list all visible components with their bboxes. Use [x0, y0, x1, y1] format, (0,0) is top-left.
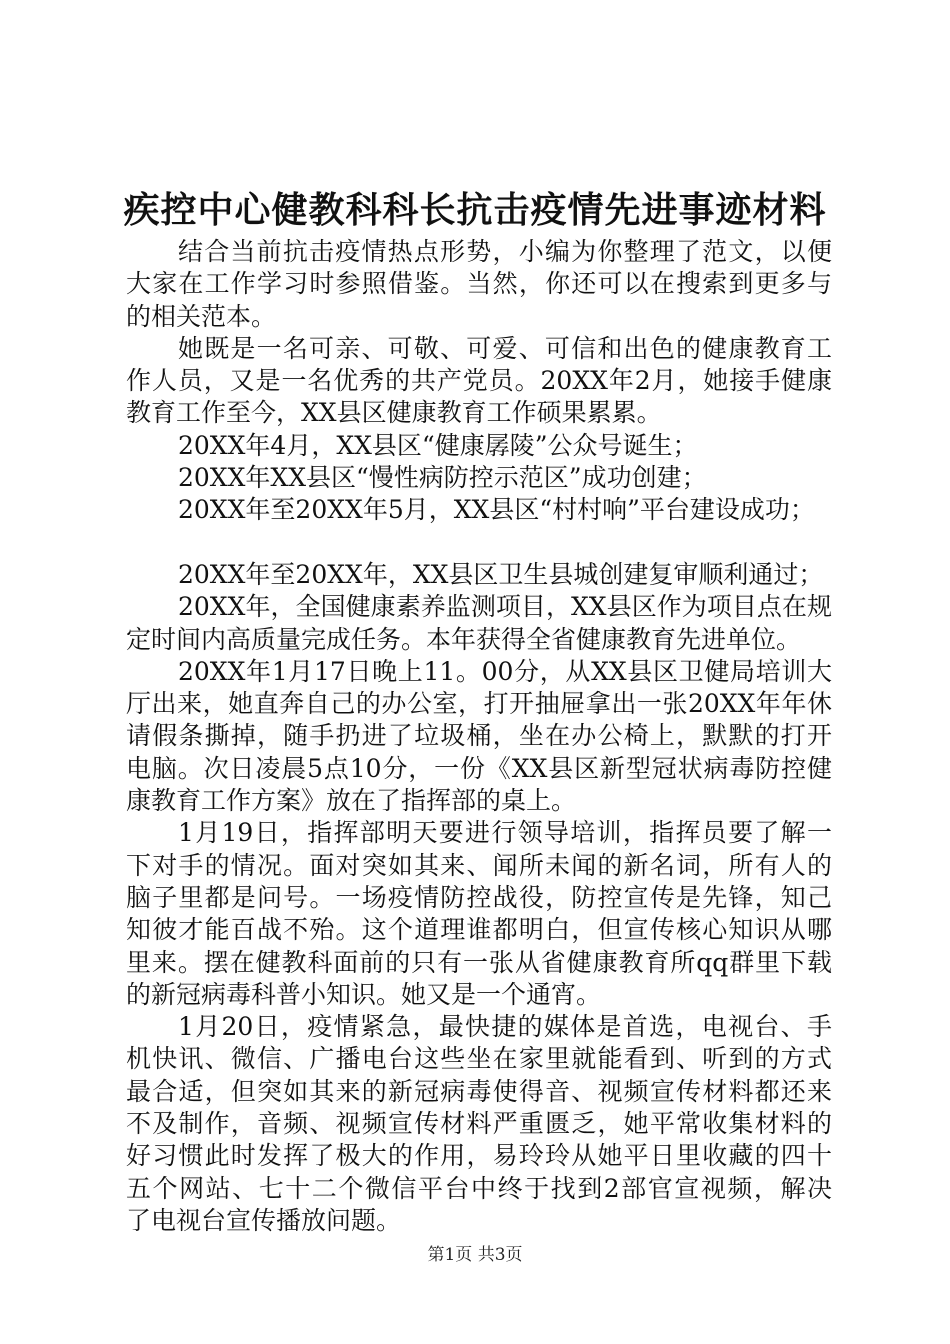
paragraph-line: 机快讯、微信、广播电台这些坐在家里就能看到、听到的方式 [126, 1044, 832, 1074]
paragraph-line: 的新冠病毒科普小知识。她又是一个通宵。 [126, 979, 602, 1009]
list-item: 20XX年4月，XX县区“健康孱陵”公众号诞生； [178, 430, 698, 460]
paragraph-line: 知彼才能百战不殆。这个道理谁都明白，但宣传核心知识从哪 [126, 915, 832, 945]
paragraph-line: 作人员，又是一名优秀的共产党员。20XX年2月，她接手健康 [126, 366, 832, 396]
paragraph-line: 康教育工作方案》放在了指挥部的桌上。 [126, 786, 577, 816]
document-body [126, 236, 832, 1237]
document-title: 疾控中心健教科科长抗击疫情先进事迹材料 [123, 189, 827, 231]
paragraph-line: 20XX年1月17日晚上11。00分，从XX县区卫健局培训大 [178, 656, 832, 686]
paragraph-line: 大家在工作学习时参照借鉴。当然，你还可以在搜索到更多与 [126, 269, 832, 299]
paragraph-line: 请假条撕掉，随手扔进了垃圾桶，坐在办公椅上，默默的打开 [126, 721, 832, 751]
blank-line [126, 527, 832, 559]
paragraph-line: 不及制作，音频、视频宣传材料严重匮乏，她平常收集材料的 [126, 1109, 832, 1139]
page-number-footer: 第1页 共3页 [427, 1245, 523, 1265]
paragraph-line: 厅出来，她直奔自己的办公室，打开抽屉拿出一张20XX年年休 [126, 689, 832, 719]
paragraph-line: 定时间内高质量完成任务。本年获得全省健康教育先进单位。 [126, 624, 802, 654]
paragraph-line: 她既是一名可亲、可敬、可爱、可信和出色的健康教育工 [178, 333, 832, 363]
paragraph-line: 五个网站、七十二个微信平台中终于找到2部官宣视频，解决 [126, 1173, 832, 1203]
paragraph-line: 最合适，但突如其来的新冠病毒使得音、视频宣传材料都还来 [126, 1076, 832, 1106]
paragraph-line: 好习惯此时发挥了极大的作用，易玲玲从她平日里收藏的四十 [126, 1141, 832, 1171]
paragraph-line: 结合当前抗击疫情热点形势，小编为你整理了范文，以便 [178, 237, 832, 266]
paragraph-line: 的相关范本。 [126, 301, 277, 331]
list-item: 20XX年XX县区“慢性病防控示范区”成功创建； [178, 463, 707, 493]
paragraph-line: 20XX年，全国健康素养监测项目，XX县区作为项目点在规 [178, 592, 832, 622]
paragraph-line: 了电视台宣传播放问题。 [126, 1205, 402, 1235]
paragraph-line: 里来。摆在健教科面前的只有一张从省健康教育所qq群里下载 [126, 947, 832, 977]
paragraph-line: 电脑。次日凌晨5点10分，一份《XX县区新型冠状病毒防控健 [126, 753, 832, 783]
paragraph-line: 1月19日，指挥部明天要进行领导培训，指挥员要了解一 [178, 818, 832, 848]
paragraph-line: 脑子里都是问号。一场疫情防控战役，防控宣传是先锋，知己 [126, 882, 832, 912]
paragraph-line: 教育工作至今，XX县区健康教育工作硕果累累。 [126, 398, 662, 428]
paragraph-line: 下对手的情况。面对突如其来、闻所未闻的新名词，所有人的 [126, 850, 832, 880]
list-item: 20XX年至20XX年，XX县区卫生县城创建复审顺利通过； [178, 559, 824, 589]
list-item: 20XX年至20XX年5月，XX县区“村村响”平台建设成功； [178, 495, 815, 525]
paragraph-line: 1月20日，疫情紧急，最快捷的媒体是首选，电视台、手 [178, 1012, 832, 1042]
